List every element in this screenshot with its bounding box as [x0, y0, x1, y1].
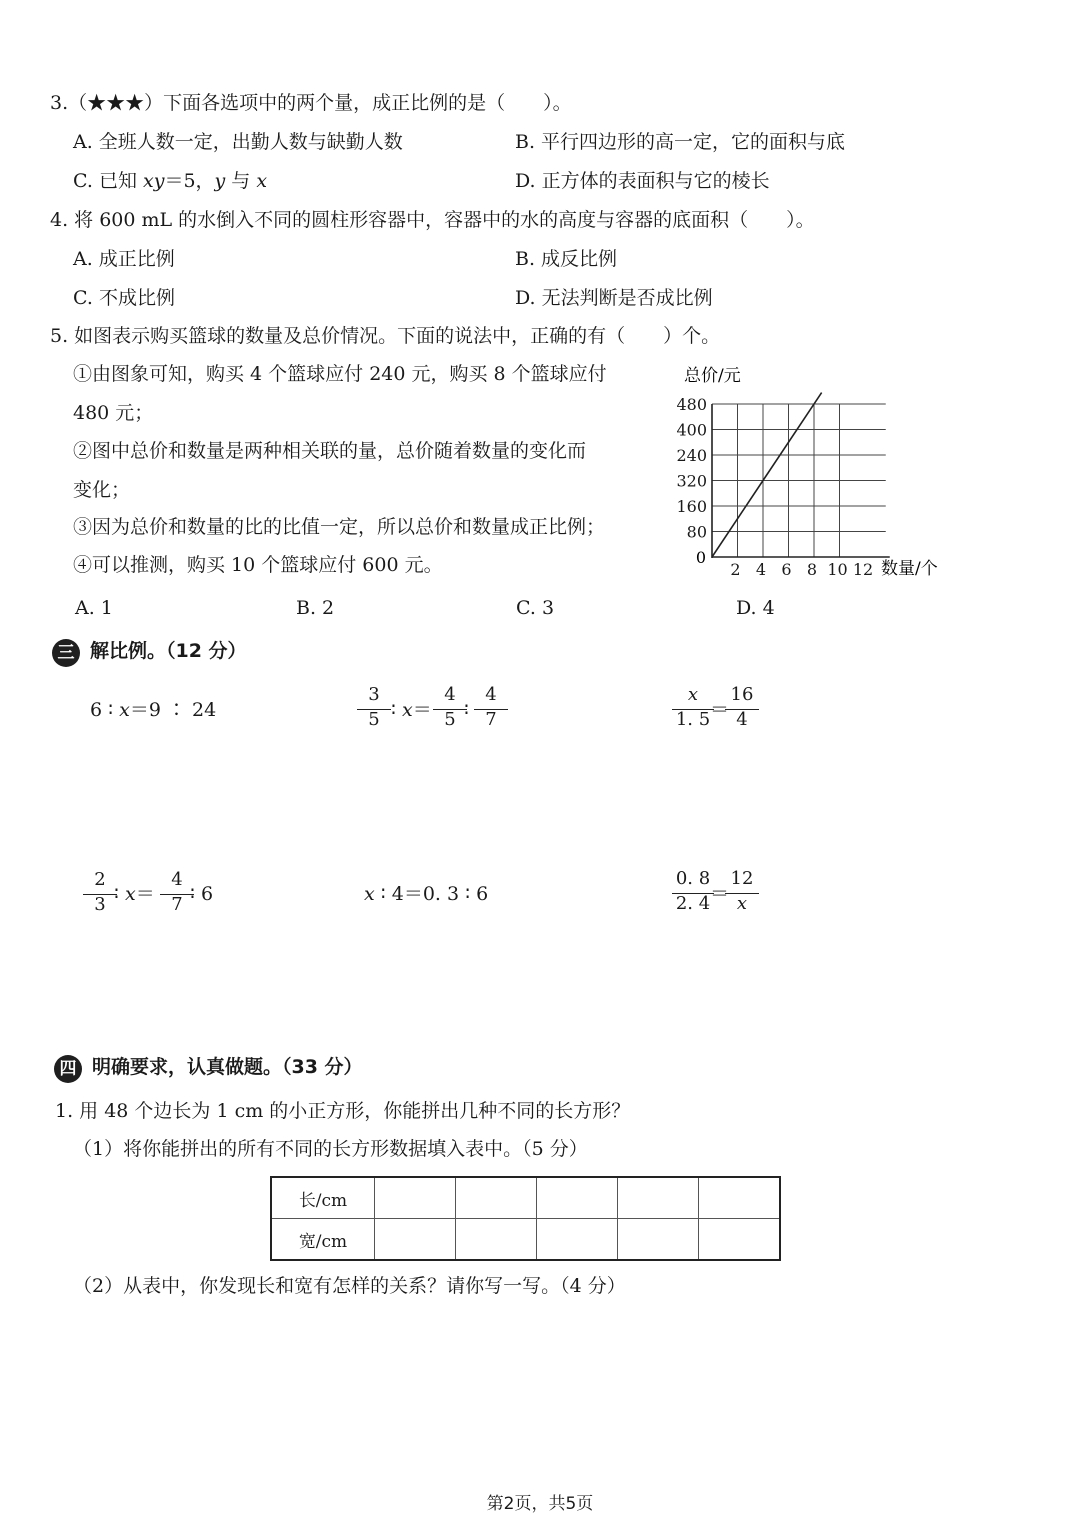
- p2-x: x: [401, 699, 413, 721]
- p6-num-2: 12: [730, 868, 754, 889]
- p5-x: x: [364, 883, 375, 905]
- q3-c-x: x: [256, 170, 268, 192]
- chart-x-label: 数量/个: [881, 559, 938, 579]
- q3-option-b: B. 平行四边形的高一定，它的面积与底: [515, 131, 846, 153]
- table-cell[interactable]: [537, 1219, 618, 1261]
- p2-den-1: 5: [368, 709, 380, 730]
- table-cell[interactable]: [375, 1219, 456, 1261]
- q5-option-b: B. 2: [296, 597, 335, 619]
- p4-middle: [114, 883, 155, 906]
- p3-eq: ＝: [710, 699, 730, 721]
- p2-eq: ＝: [412, 699, 432, 721]
- p2-fraction-2: [433, 686, 467, 733]
- q5-stem: 5. 如图表示购买篮球的数量及总价情况。下面的说法中，正确的有（ ）个。: [50, 325, 721, 347]
- table-cell[interactable]: [699, 1177, 781, 1219]
- section-4-title: 明确要求，认真做题。（33 分）: [92, 1056, 363, 1078]
- section-3-badge: 三: [52, 639, 80, 667]
- p2-colon-2: ∶: [464, 699, 469, 721]
- series-line: [712, 393, 822, 557]
- p2-middle: [391, 699, 432, 722]
- q5-statement-1b: 480 元；: [73, 402, 154, 424]
- x-tick-label: 8: [806, 560, 818, 579]
- table-cell[interactable]: [456, 1219, 537, 1261]
- p2-num-2: 4: [444, 684, 456, 705]
- q5-option-a: A. 1: [75, 597, 113, 619]
- q4-stem: 4. 将 600 mL 的水倒入不同的圆柱形容器中，容器中的水的高度与容器的底面积（ ）。: [50, 209, 815, 231]
- sec4-question-1-2: （2）从表中，你发现长和宽有怎样的关系？请你写一写。（4 分）: [73, 1275, 626, 1297]
- q3-stem: 3.（★★★）下面各选项中的两个量，成正比例的是（ ）。: [50, 92, 572, 114]
- table-cell[interactable]: [456, 1177, 537, 1219]
- table-cell[interactable]: [618, 1219, 699, 1261]
- q3-c-y: y: [214, 170, 226, 192]
- chart-origin-label: 0: [695, 548, 706, 567]
- table-cell[interactable]: [375, 1177, 456, 1219]
- y-tick-label: 80: [686, 522, 707, 542]
- chart-series: [712, 393, 822, 557]
- q5-statement-4: ④可以推测，购买 10 个篮球应付 600 元。: [73, 554, 443, 576]
- p6-eq: ＝: [710, 883, 730, 905]
- sec4-question-1-1: （1）将你能拼出的所有不同的长方形数据填入表中。（5 分）: [73, 1138, 588, 1160]
- p1-rhs: ＝9 ∶ 24: [129, 699, 217, 721]
- p2-fraction-1: [357, 686, 391, 733]
- section-4-badge: 四: [54, 1055, 82, 1083]
- chart-y-label: 总价/元: [684, 366, 741, 386]
- p2-num-1: 3: [368, 684, 380, 705]
- q5-statement-2b: 变化；: [73, 479, 131, 501]
- rectangle-dimensions-table: [270, 1176, 781, 1261]
- y-tick-label: 480: [676, 395, 707, 414]
- table-row: [271, 1177, 780, 1219]
- table-header-length: 长/cm: [271, 1177, 375, 1219]
- y-tick-label: 320: [676, 471, 707, 491]
- q5-statement-1a: ①由图象可知，购买 4 个篮球应付 240 元，购买 8 个篮球应付: [73, 363, 607, 385]
- p6-den-1: 2. 4: [675, 893, 711, 914]
- q3-c-and: 与: [225, 170, 257, 192]
- proportion-1: [90, 699, 216, 722]
- q5-statement-3: ③因为总价和数量的比的比值一定，所以总价和数量成正比例；: [73, 516, 606, 538]
- p4-fraction-2: [160, 871, 194, 918]
- p6-num-1: 0. 8: [675, 868, 711, 889]
- table-cell[interactable]: [537, 1177, 618, 1219]
- p4-num-2: 4: [171, 869, 183, 890]
- p4-eq: ＝: [135, 883, 155, 905]
- p3-num-1: x: [687, 684, 699, 705]
- p4-rhs: ∶ 6: [190, 883, 214, 905]
- q4-option-c: C. 不成比例: [73, 287, 175, 309]
- p6-den-2: x: [736, 893, 748, 914]
- p3-den-1: 1. 5: [675, 709, 711, 730]
- q3-option-d: D. 正方体的表面积与它的棱长: [515, 170, 770, 192]
- price-quantity-chart: [670, 360, 960, 585]
- q4-option-a: A. 成正比例: [73, 248, 175, 270]
- chart-y-ticks: [676, 395, 707, 542]
- p2-fraction-3: [474, 686, 508, 733]
- table-header-width: 宽/cm: [271, 1219, 375, 1261]
- y-tick-label: 240: [676, 446, 707, 465]
- p4-x: x: [124, 883, 136, 905]
- q3-c-xy: xy: [142, 170, 165, 192]
- p2-num-3: 4: [485, 684, 497, 705]
- x-tick-label: 10: [827, 560, 848, 579]
- table-cell[interactable]: [699, 1219, 781, 1261]
- q3-option-a: A. 全班人数一定，出勤人数与缺勤人数: [73, 131, 403, 153]
- p4-num-1: 2: [94, 869, 106, 890]
- x-tick-label: 6: [781, 560, 792, 579]
- section-3-title: 解比例。（12 分）: [90, 640, 247, 662]
- p3-den-2: 4: [736, 709, 748, 730]
- p3-num-2: 16: [730, 684, 754, 705]
- p2-den-3: 7: [485, 709, 497, 730]
- q5-option-c: C. 3: [516, 597, 555, 619]
- page-footer: 第2页，共5页: [486, 1494, 594, 1514]
- x-tick-label: 4: [755, 560, 767, 579]
- y-tick-label: 160: [676, 497, 707, 516]
- p4-den-2: 7: [171, 894, 183, 915]
- p1-lhs: 6 ∶: [90, 699, 120, 721]
- q3-c-mid: ＝5，: [164, 170, 215, 192]
- table-cell[interactable]: [618, 1177, 699, 1219]
- proportion-5: [364, 883, 488, 906]
- p4-fraction-1: [83, 871, 117, 918]
- q3-option-c: [73, 170, 267, 193]
- q4-option-b: B. 成反比例: [515, 248, 618, 270]
- q3-c-prefix: C. 已知: [73, 170, 143, 192]
- p3-fraction-1: [672, 686, 714, 733]
- p6-fraction-2: [725, 870, 759, 917]
- y-tick-label: 400: [676, 420, 707, 440]
- table-row: [271, 1219, 780, 1261]
- p5-rhs: ∶ 4＝0. 3 ∶ 6: [374, 883, 489, 905]
- p6-fraction-1: [672, 870, 714, 917]
- q5-option-d: D. 4: [736, 597, 775, 619]
- p2-den-2: 5: [444, 709, 456, 730]
- x-tick-label: 12: [852, 560, 874, 579]
- q4-option-d: D. 无法判断是否成比例: [515, 287, 713, 309]
- sec4-question-1: 1. 用 48 个边长为 1 cm 的小正方形，你能拼出几种不同的长方形？: [55, 1100, 631, 1122]
- q5-statement-2a: ②图中总价和数量是两种相关联的量，总价随着数量的变化而: [73, 440, 587, 462]
- p4-den-1: 3: [94, 894, 106, 915]
- p1-x: x: [119, 699, 130, 721]
- p2-colon: ∶: [391, 699, 402, 721]
- p3-fraction-2: [725, 686, 759, 733]
- x-tick-label: 2: [730, 560, 741, 579]
- chart-x-ticks: [730, 560, 873, 579]
- p4-colon: ∶: [114, 883, 125, 905]
